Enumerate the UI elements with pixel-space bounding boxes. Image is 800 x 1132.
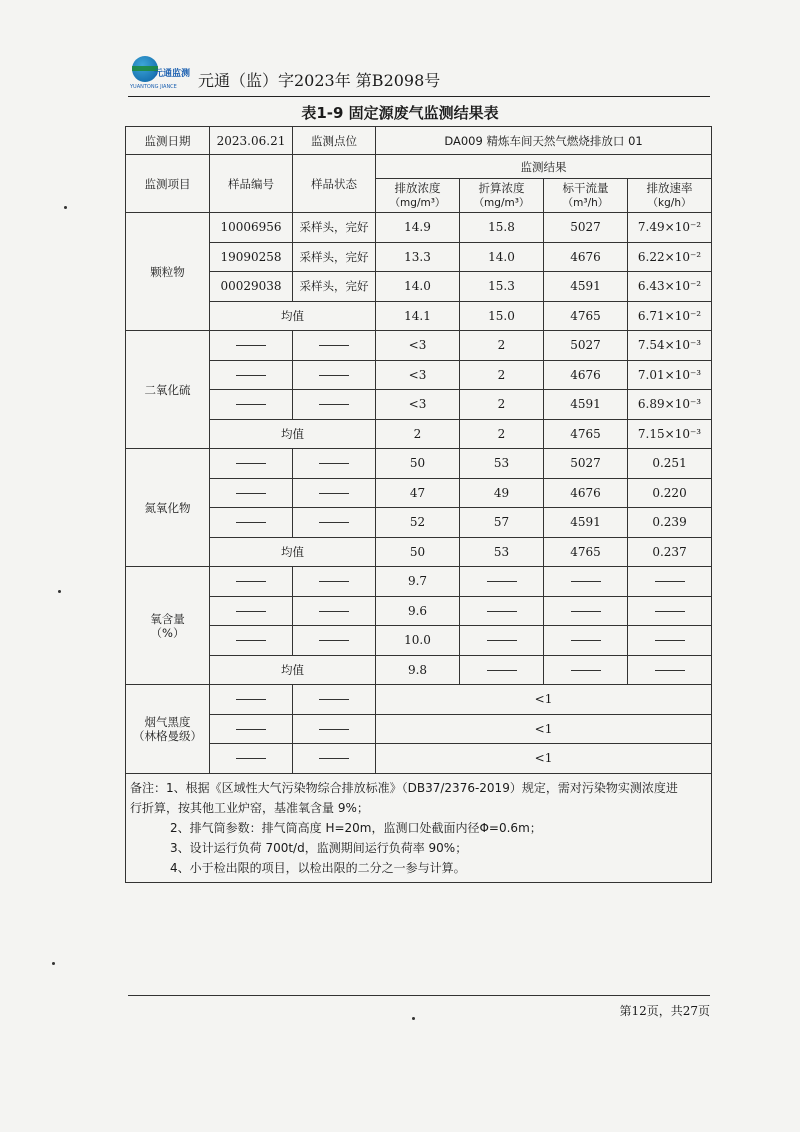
empty-dash (544, 596, 628, 626)
col-dry-flow: 标干流量 （m³/h） (544, 179, 628, 213)
empty-dash (544, 655, 628, 685)
group-name-oxygen: 氧含量 （%） (126, 567, 210, 685)
table-row (126, 272, 712, 302)
cell-flow: 4676 (544, 242, 628, 272)
empty-dash (628, 655, 712, 685)
col-sample-id: 样品编号 (210, 155, 293, 213)
empty-dash (628, 567, 712, 597)
avg-flow: 4765 (544, 419, 628, 449)
cell-conv: 15.3 (460, 272, 544, 302)
point-label: 监测点位 (293, 127, 376, 155)
average-label: 均值 (210, 301, 376, 331)
cell-conc: 9.7 (376, 567, 460, 597)
empty-dash (293, 596, 376, 626)
cell-conv: 2 (460, 390, 544, 420)
cell-flow: 4676 (544, 478, 628, 508)
group-name-particulate: 颗粒物 (126, 213, 210, 331)
group-name-smoke: 烟气黑度 （林格曼级） (126, 685, 210, 774)
avg-flow: 4765 (544, 301, 628, 331)
results-table (125, 126, 712, 883)
table-row (126, 390, 712, 420)
cell-flow: 4591 (544, 508, 628, 538)
table-row (126, 242, 712, 272)
cell-flow: 4591 (544, 272, 628, 302)
avg-rate: 6.71×10⁻² (628, 301, 712, 331)
cell-conc: <3 (376, 331, 460, 361)
footer-divider (128, 995, 710, 996)
sample-state: 采样头，完好 (293, 213, 376, 243)
empty-dash (293, 360, 376, 390)
empty-dash (628, 596, 712, 626)
empty-dash (210, 508, 293, 538)
note-1b: 行折算，按其他工业炉窑，基准氧含量 9%； (130, 800, 369, 815)
cell-conv: 2 (460, 331, 544, 361)
average-row (126, 537, 712, 567)
average-row (126, 655, 712, 685)
empty-dash (293, 714, 376, 744)
empty-dash (460, 626, 544, 656)
avg-conv: 2 (460, 419, 544, 449)
empty-dash (293, 449, 376, 479)
point-value: DA009 精炼车间天然气燃烧排放口 01 (376, 127, 712, 155)
average-label: 均值 (210, 537, 376, 567)
empty-dash (210, 626, 293, 656)
cell-conc: 14.0 (376, 272, 460, 302)
empty-dash (460, 567, 544, 597)
empty-dash (293, 478, 376, 508)
cell-conv: 15.8 (460, 213, 544, 243)
cell-conc: 9.6 (376, 596, 460, 626)
cell-rate: 0.251 (628, 449, 712, 479)
date-value: 2023.06.21 (210, 127, 293, 155)
cell-flow: 5027 (544, 449, 628, 479)
empty-dash (293, 744, 376, 774)
notes-cell (126, 773, 712, 882)
meta-row (126, 127, 712, 155)
table-row (126, 596, 712, 626)
note-1a: 备注：1、根据《区域性大气污染物综合排放标准》（DB37/2376-2019）规定，需对污染物实测浓度进 (130, 780, 678, 795)
table-row (126, 567, 712, 597)
group-name-nox: 氮氧化物 (126, 449, 210, 567)
empty-dash (210, 567, 293, 597)
table-title: 表1-9 固定源废气监测结果表 (301, 104, 499, 122)
empty-dash (293, 390, 376, 420)
empty-dash (293, 331, 376, 361)
empty-dash (293, 626, 376, 656)
table-row (126, 331, 712, 361)
cell-flow: 5027 (544, 213, 628, 243)
cell-conc: 52 (376, 508, 460, 538)
avg-rate: 0.237 (628, 537, 712, 567)
cell-rate: 7.49×10⁻² (628, 213, 712, 243)
table-row (126, 449, 712, 479)
scan-speck (64, 206, 67, 209)
sample-id: 19090258 (210, 242, 293, 272)
avg-conc: 9.8 (376, 655, 460, 685)
sample-state: 采样头，完好 (293, 242, 376, 272)
scan-speck (58, 590, 61, 593)
cell-flow: 4591 (544, 390, 628, 420)
cell-smoke-value: <1 (376, 714, 712, 744)
table-row (126, 714, 712, 744)
empty-dash (210, 714, 293, 744)
date-label: 监测日期 (126, 127, 210, 155)
note-3: 3、设计运行负荷 700t/d，监测期间运行负荷率 90%； (170, 840, 468, 855)
col-sample-state: 样品状态 (293, 155, 376, 213)
avg-conc: 2 (376, 419, 460, 449)
average-label: 均值 (210, 419, 376, 449)
avg-conc: 14.1 (376, 301, 460, 331)
cell-flow: 4676 (544, 360, 628, 390)
empty-dash (210, 685, 293, 715)
cell-conc: 13.3 (376, 242, 460, 272)
empty-dash (210, 449, 293, 479)
logo-brand-english: YUANTONG JIANCE (130, 84, 177, 90)
table-row (126, 685, 712, 715)
empty-dash (544, 567, 628, 597)
empty-dash (293, 685, 376, 715)
cell-rate: 7.01×10⁻³ (628, 360, 712, 390)
company-logo (128, 52, 198, 92)
cell-conv: 57 (460, 508, 544, 538)
logo-brand-text: 元通监测 (154, 69, 191, 79)
col-emission-conc: 排放浓度 （mg/m³） (376, 179, 460, 213)
cell-rate: 6.43×10⁻² (628, 272, 712, 302)
cell-smoke-value: <1 (376, 744, 712, 774)
table-row (126, 508, 712, 538)
average-label: 均值 (210, 655, 376, 685)
report-number: 元通（监）字2023年 第B2098号 (198, 71, 441, 90)
cell-conc: 14.9 (376, 213, 460, 243)
avg-flow: 4765 (544, 537, 628, 567)
table-row (126, 213, 712, 243)
scan-speck (52, 962, 55, 965)
group-name-so2: 二氧化硫 (126, 331, 210, 449)
empty-dash (460, 655, 544, 685)
empty-dash (210, 744, 293, 774)
cell-smoke-value: <1 (376, 685, 712, 715)
empty-dash (210, 478, 293, 508)
cell-flow: 5027 (544, 331, 628, 361)
empty-dash (293, 508, 376, 538)
empty-dash (210, 390, 293, 420)
col-converted-conc: 折算浓度 （mg/m³） (460, 179, 544, 213)
col-emission-rate: 排放速率 （kg/h） (628, 179, 712, 213)
page-number: 第12页，共27页 (619, 1004, 710, 1018)
table-row (126, 478, 712, 508)
table-row (126, 360, 712, 390)
empty-dash (544, 626, 628, 656)
cell-conv: 53 (460, 449, 544, 479)
empty-dash (210, 331, 293, 361)
notes-row (126, 773, 712, 882)
table-row (126, 744, 712, 774)
cell-conv: 2 (460, 360, 544, 390)
sample-state: 采样头，完好 (293, 272, 376, 302)
note-4: 4、小于检出限的项目，以检出限的二分之一参与计算。 (170, 860, 466, 875)
scan-speck (412, 1017, 415, 1020)
note-2: 2、排气筒参数：排气筒高度 H=20m，监测口处截面内径Φ=0.6m； (170, 820, 542, 835)
avg-conc: 50 (376, 537, 460, 567)
col-item: 监测项目 (126, 155, 210, 213)
empty-dash (293, 567, 376, 597)
sample-id: 00029038 (210, 272, 293, 302)
cell-conv: 14.0 (460, 242, 544, 272)
cell-rate: 7.54×10⁻³ (628, 331, 712, 361)
average-row (126, 419, 712, 449)
cell-conc: 10.0 (376, 626, 460, 656)
col-results-group: 监测结果 (376, 155, 712, 179)
header-row-1 (126, 155, 712, 179)
cell-rate: 0.239 (628, 508, 712, 538)
cell-rate: 0.220 (628, 478, 712, 508)
cell-conv: 49 (460, 478, 544, 508)
header-divider (128, 96, 710, 97)
empty-dash (210, 596, 293, 626)
average-row (126, 301, 712, 331)
table-row (126, 626, 712, 656)
cell-conc: 47 (376, 478, 460, 508)
cell-conc: <3 (376, 360, 460, 390)
empty-dash (210, 360, 293, 390)
empty-dash (460, 596, 544, 626)
cell-rate: 6.89×10⁻³ (628, 390, 712, 420)
avg-conv: 15.0 (460, 301, 544, 331)
cell-conc: <3 (376, 390, 460, 420)
avg-conv: 53 (460, 537, 544, 567)
empty-dash (628, 626, 712, 656)
cell-rate: 6.22×10⁻² (628, 242, 712, 272)
report-header (128, 52, 710, 96)
cell-conc: 50 (376, 449, 460, 479)
avg-rate: 7.15×10⁻³ (628, 419, 712, 449)
sample-id: 10006956 (210, 213, 293, 243)
